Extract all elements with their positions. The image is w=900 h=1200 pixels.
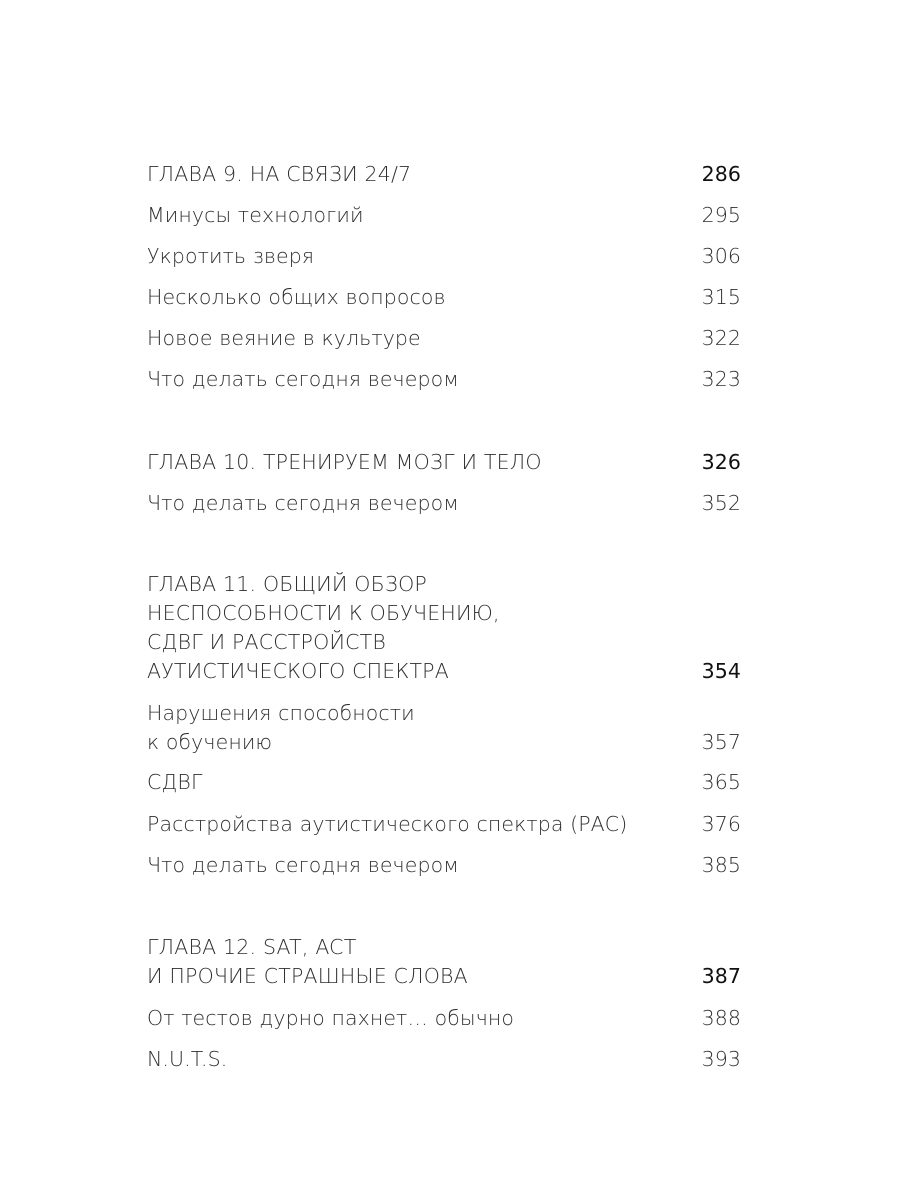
toc-entry-section (147, 768, 741, 797)
toc-entry-section (147, 324, 741, 353)
section-title-line: к обучению (147, 730, 273, 754)
chapter-title-line: ГЛАВА 11. ОБЩИЙ ОБЗОР (147, 572, 427, 596)
chapter-title (147, 933, 647, 991)
toc-entry-section (147, 851, 741, 880)
page-number: 306 (701, 244, 741, 268)
page-number: 385 (701, 853, 741, 877)
chapter-title (147, 448, 647, 477)
toc-entry-chapter-11 (147, 570, 741, 686)
toc-entry-section (147, 242, 741, 271)
chapter-title (147, 570, 647, 686)
toc-entry-chapter-9 (147, 160, 741, 189)
toc-entry-section (147, 1004, 741, 1033)
page-number: 352 (701, 491, 741, 515)
chapter-title-line: НЕСПОСОБНОСТИ К ОБУЧЕНИЮ, (147, 601, 500, 625)
chapter-title-line: ГЛАВА 9. НА СВЯЗИ 24/7 (147, 162, 412, 186)
chapter-title-line: ГЛАВА 12. SAT, ACT (147, 935, 357, 959)
toc-entry-section (147, 699, 741, 757)
chapter-title-line: ГЛАВА 10. ТРЕНИРУЕМ МОЗГ И ТЕЛО (147, 450, 542, 474)
toc-entry-chapter-12 (147, 933, 741, 991)
toc-entry-section (147, 283, 741, 312)
toc-entry-section (147, 1045, 741, 1074)
section-title: N.U.T.S. (147, 1047, 228, 1071)
page-number: 354 (701, 659, 741, 683)
page-number: 286 (701, 162, 741, 186)
page-number: 323 (701, 367, 741, 391)
chapter-title-line: АУТИСТИЧЕСКОГО СПЕКТРА (147, 659, 449, 683)
page-number: 376 (701, 812, 741, 836)
section-title: Укротить зверя (147, 244, 315, 268)
section-title: Что делать сегодня вечером (147, 367, 459, 391)
page-number: 388 (701, 1006, 741, 1030)
section-title-line: Нарушения способности (147, 701, 415, 725)
toc-entry-section (147, 201, 741, 230)
chapter-title-line: СДВГ И РАССТРОЙСТВ (147, 630, 386, 654)
toc-entry-section (147, 810, 741, 839)
section-title: Минусы технологий (147, 203, 364, 227)
toc-entry-section (147, 489, 741, 518)
page-number: 322 (701, 326, 741, 350)
page-number: 365 (701, 770, 741, 794)
section-title: Несколько общих вопросов (147, 285, 446, 309)
page-number: 326 (701, 450, 741, 474)
page-number: 357 (701, 730, 741, 754)
page-number: 295 (701, 203, 741, 227)
toc-entry-chapter-10 (147, 448, 741, 477)
page-number: 393 (701, 1047, 741, 1071)
section-title (147, 699, 647, 757)
section-title: От тестов дурно пахнет… обычно (147, 1006, 515, 1030)
page-number: 315 (701, 285, 741, 309)
section-title: СДВГ (147, 770, 203, 794)
section-title: Что делать сегодня вечером (147, 491, 459, 515)
toc-entry-section (147, 365, 741, 394)
section-title: Новое веяние в культуре (147, 326, 421, 350)
section-title: Расстройства аутистического спектра (РАС) (147, 812, 628, 836)
chapter-title-line: И ПРОЧИЕ СТРАШНЫЕ СЛОВА (147, 964, 468, 988)
chapter-title (147, 160, 647, 189)
section-title: Что делать сегодня вечером (147, 853, 459, 877)
page-number: 387 (701, 964, 741, 988)
